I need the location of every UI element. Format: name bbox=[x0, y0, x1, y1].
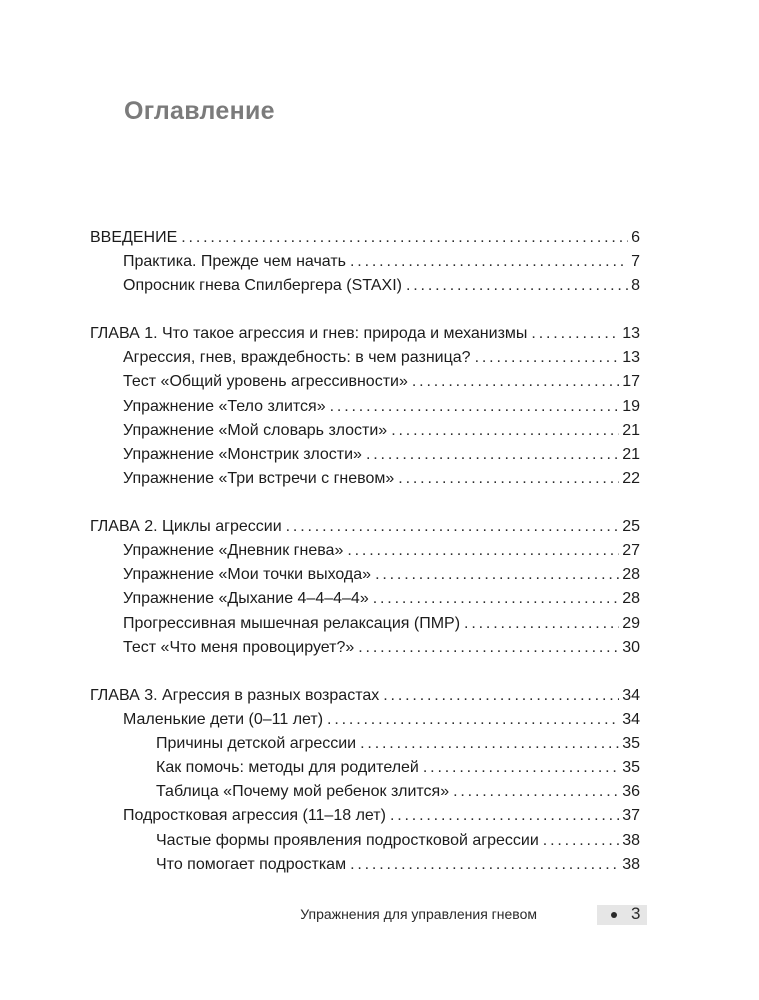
toc-entry[interactable] bbox=[90, 419, 640, 443]
toc-entry[interactable] bbox=[90, 443, 640, 467]
toc-entry-page: 29 bbox=[622, 614, 640, 632]
page-number: 3 bbox=[631, 904, 641, 923]
dot-leader bbox=[347, 539, 619, 563]
toc-entry-page: 25 bbox=[622, 517, 640, 535]
toc-entry[interactable] bbox=[90, 274, 640, 298]
toc-entry[interactable] bbox=[90, 563, 640, 587]
dot-leader bbox=[330, 395, 620, 419]
toc-entry[interactable] bbox=[90, 732, 640, 756]
dot-leader bbox=[543, 829, 619, 853]
toc-entry-title: ГЛАВА 3. Агрессия в разных возрастах bbox=[90, 686, 380, 704]
toc-entry-title: Упражнение «Мои точки выхода» bbox=[123, 566, 372, 584]
toc-entry-title: Упражнение «Дыхание 4–4–4–4» bbox=[123, 590, 369, 608]
toc-entry[interactable] bbox=[90, 612, 640, 636]
toc-entry[interactable] bbox=[90, 853, 640, 877]
toc-entry[interactable] bbox=[90, 636, 640, 660]
table-of-contents bbox=[90, 226, 640, 901]
toc-entry[interactable] bbox=[90, 346, 640, 370]
toc-section bbox=[90, 515, 640, 660]
bullet-icon bbox=[611, 912, 617, 918]
dot-leader bbox=[398, 467, 619, 491]
toc-entry-page: 7 bbox=[631, 253, 640, 271]
toc-entry-page: 37 bbox=[622, 807, 640, 825]
toc-entry-page: 34 bbox=[622, 710, 640, 728]
toc-entry-page: 13 bbox=[622, 325, 640, 343]
toc-entry[interactable] bbox=[90, 829, 640, 853]
toc-entry-title: Маленькие дети (0–11 лет) bbox=[123, 710, 324, 728]
toc-entry-page: 28 bbox=[622, 590, 640, 608]
toc-entry[interactable] bbox=[90, 467, 640, 491]
toc-entry[interactable] bbox=[90, 370, 640, 394]
toc-entry[interactable] bbox=[90, 780, 640, 804]
toc-entry-title: Агрессия, гнев, враждебность: в чем разница? bbox=[123, 349, 471, 367]
toc-entry-title: Подростковая агрессия (11–18 лет) bbox=[123, 807, 386, 825]
toc-entry-title: Упражнение «Монстрик злости» bbox=[123, 446, 362, 463]
dot-leader bbox=[406, 274, 628, 298]
toc-entry-title: Тест «Что меня провоцирует?» bbox=[123, 638, 355, 656]
dot-leader bbox=[286, 515, 620, 539]
toc-chapter-entry[interactable] bbox=[90, 322, 640, 346]
toc-entry-title: ГЛАВА 1. Что такое агрессия и гнев: природа и механизмы bbox=[90, 325, 528, 343]
running-title: Упражнения для управления гневом bbox=[300, 906, 537, 922]
toc-section bbox=[90, 226, 640, 299]
toc-entry-title: ВВЕДЕНИЕ bbox=[90, 229, 178, 246]
toc-entry[interactable] bbox=[90, 804, 640, 828]
page-title: Оглавление bbox=[124, 97, 275, 125]
toc-entry-page: 35 bbox=[622, 734, 640, 752]
toc-entry-page: 19 bbox=[622, 397, 640, 415]
toc-entry[interactable] bbox=[90, 756, 640, 780]
toc-entry-title: Упражнение «Тело злится» bbox=[123, 397, 326, 415]
toc-entry-title: Тест «Общий уровень агрессивности» bbox=[123, 373, 408, 391]
toc-entry-page: 6 bbox=[631, 229, 640, 246]
toc-entry-page: 21 bbox=[622, 446, 640, 463]
dot-leader bbox=[531, 322, 619, 346]
toc-entry[interactable] bbox=[90, 587, 640, 611]
toc-entry-page: 22 bbox=[622, 470, 640, 488]
dot-leader bbox=[412, 370, 619, 394]
toc-section bbox=[90, 684, 640, 878]
toc-chapter-entry[interactable] bbox=[90, 515, 640, 539]
toc-entry-title: Опросник гнева Спилбергера (STAXI) bbox=[123, 277, 402, 295]
dot-leader bbox=[358, 636, 619, 660]
toc-entry-title: Как помочь: методы для родителей bbox=[156, 759, 419, 777]
toc-entry[interactable] bbox=[90, 395, 640, 419]
toc-entry-title: Частые формы проявления подростковой агрессии bbox=[156, 831, 539, 849]
dot-leader bbox=[350, 250, 628, 274]
toc-entry[interactable] bbox=[90, 539, 640, 563]
toc-entry-title: Упражнение «Три встречи с гневом» bbox=[123, 470, 395, 488]
dot-leader bbox=[383, 684, 619, 708]
toc-entry-page: 34 bbox=[622, 686, 640, 704]
dot-leader bbox=[375, 563, 619, 587]
toc-chapter-entry[interactable] bbox=[90, 226, 640, 250]
toc-entry-title: Что помогает подросткам bbox=[156, 855, 347, 873]
toc-entry-page: 13 bbox=[622, 349, 640, 367]
toc-entry-page: 21 bbox=[622, 421, 640, 439]
dot-leader bbox=[390, 804, 619, 828]
dot-leader bbox=[360, 732, 619, 756]
dot-leader bbox=[453, 780, 619, 804]
toc-entry[interactable] bbox=[90, 708, 640, 732]
toc-entry-page: 35 bbox=[622, 759, 640, 777]
toc-entry-page: 38 bbox=[622, 855, 640, 873]
dot-leader bbox=[373, 587, 619, 611]
toc-section bbox=[90, 322, 640, 491]
toc-entry-page: 36 bbox=[622, 783, 640, 801]
toc-entry-page: 38 bbox=[622, 831, 640, 849]
toc-entry-page: 17 bbox=[622, 373, 640, 391]
toc-entry-title: Упражнение «Мой словарь злости» bbox=[123, 421, 388, 439]
toc-entry-title: Упражнение «Дневник гнева» bbox=[123, 542, 344, 560]
toc-entry-page: 8 bbox=[631, 277, 640, 295]
dot-leader bbox=[391, 419, 619, 443]
dot-leader bbox=[423, 756, 619, 780]
dot-leader bbox=[464, 612, 619, 636]
dot-leader bbox=[327, 708, 619, 732]
toc-entry-title: Практика. Прежде чем начать bbox=[123, 253, 346, 271]
toc-entry-title: ГЛАВА 2. Циклы агрессии bbox=[90, 517, 282, 535]
toc-entry-page: 27 bbox=[622, 542, 640, 560]
dot-leader bbox=[475, 346, 620, 370]
toc-entry-title: Таблица «Почему мой ребенок злится» bbox=[156, 783, 450, 801]
toc-chapter-entry[interactable] bbox=[90, 684, 640, 708]
toc-entry-title: Причины детской агрессии bbox=[156, 734, 357, 752]
page-footer bbox=[0, 905, 759, 927]
dot-leader bbox=[181, 226, 628, 250]
dot-leader bbox=[366, 443, 619, 467]
dot-leader bbox=[350, 853, 619, 877]
toc-entry[interactable] bbox=[90, 250, 640, 274]
toc-entry-title: Прогрессивная мышечная релаксация (ПМР) bbox=[123, 614, 461, 632]
toc-entry-page: 28 bbox=[622, 566, 640, 584]
toc-entry-page: 30 bbox=[622, 638, 640, 656]
